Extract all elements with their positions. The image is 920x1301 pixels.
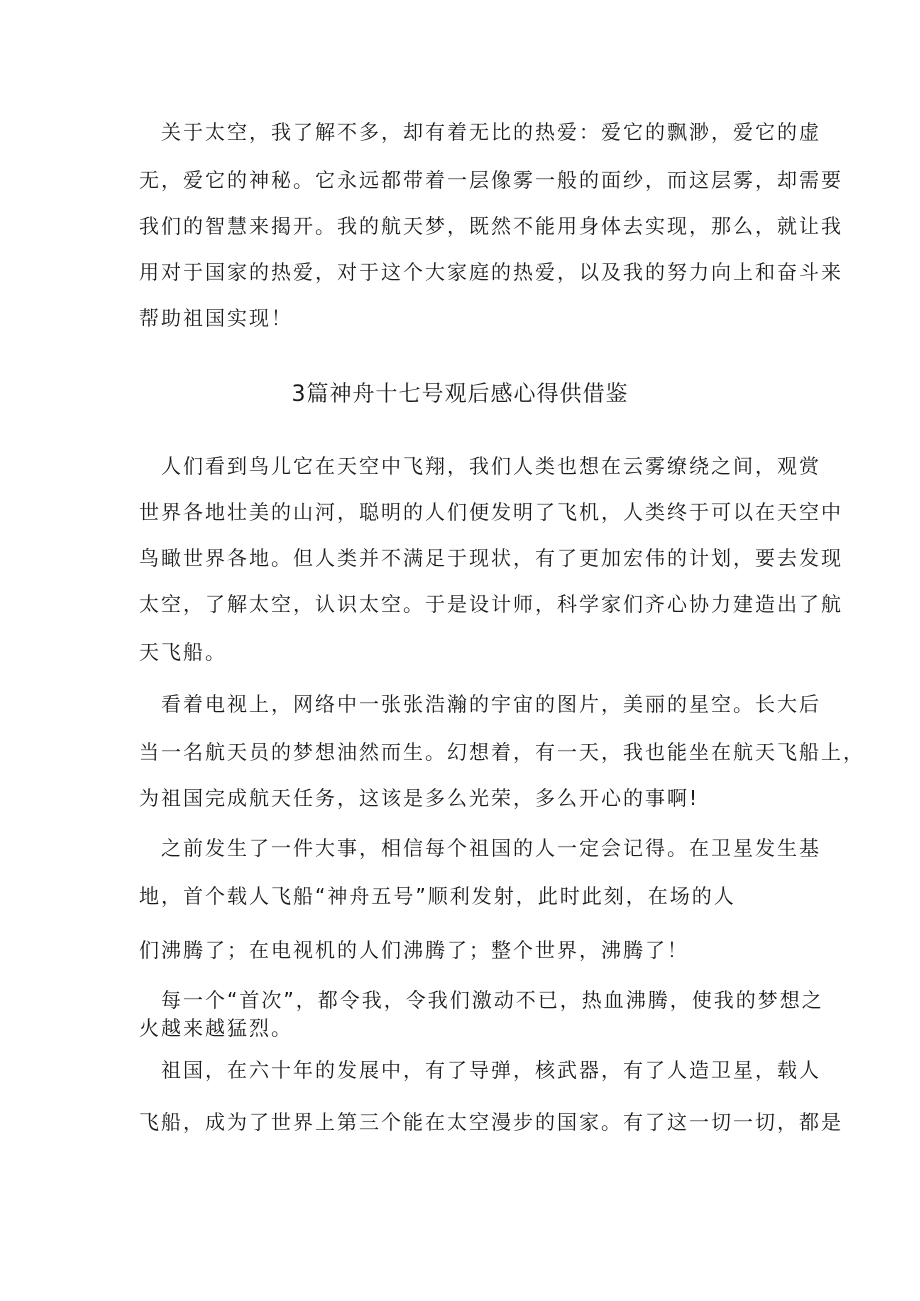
intro-line-4: 用对于国家的热爱，对于这个大家庭的热爱，以及我的努力向上和奋斗来 bbox=[139, 260, 843, 284]
intro-line-5: 帮助祖国实现！ bbox=[139, 306, 293, 330]
paragraph-1-line-2: 世界各地壮美的山河，聪明的人们便发明了飞机，人类终于可以在天空中 bbox=[139, 500, 843, 524]
paragraph-1-line-4: 太空，了解太空，认识太空。于是设计师，科学家们齐心协力建造出了航 bbox=[139, 592, 843, 616]
intro-line-3: 我们的智慧来揭开。我的航天梦，既然不能用身体去实现，那么，就让我 bbox=[139, 214, 843, 238]
paragraph-5-line-1: 祖国，在六十年的发展中，有了导弹，核武器，有了人造卫星，载人 bbox=[139, 1058, 821, 1082]
paragraph-2-line-3: 为祖国完成航天任务，这该是多么光荣，多么开心的事啊! bbox=[139, 786, 700, 810]
intro-line-2: 无，爱它的神秘。它永远都带着一层像雾一般的面纱，而这层雾，却需要 bbox=[139, 168, 843, 192]
section-title: 3篇神舟十七号观后感心得供借鉴 bbox=[291, 382, 629, 407]
paragraph-1-line-5: 天飞船。 bbox=[139, 640, 227, 664]
paragraph-3-line-1: 之前发生了一件大事，相信每个祖国的人一定会记得。在卫星发生基 bbox=[139, 836, 821, 860]
paragraph-3-line-3: 们沸腾了；在电视机的人们沸腾了；整个世界，沸腾了！ bbox=[139, 938, 689, 962]
paragraph-2-line-2: 当一名航天员的梦想油然而生。幻想着，有一天，我也能坐在航天飞船上， bbox=[139, 740, 865, 764]
paragraph-5-line-2: 飞船，成为了世界上第三个能在太空漫步的国家。有了这一切一切，都是 bbox=[139, 1110, 843, 1134]
paragraph-4-line-2: 火越来越猛烈。 bbox=[139, 1016, 293, 1040]
paragraph-2-line-1: 看着电视上，网络中一张张浩瀚的宇宙的图片，美丽的星空。长大后 bbox=[139, 692, 821, 716]
paragraph-1-line-3: 鸟瞰世界各地。但人类并不满足于现状，有了更加宏伟的计划，要去发现 bbox=[139, 546, 843, 570]
paragraph-3-line-2: 地，首个载人飞船“神舟五号”顺利发射，此时此刻，在场的人 bbox=[139, 884, 736, 908]
paragraph-4-line-1: 每一个“首次”，都令我，令我们激动不已，热血沸腾，使我的梦想之 bbox=[139, 988, 824, 1012]
intro-line-1: 关于太空，我了解不多，却有着无比的热爱：爱它的飘渺，爱它的虚 bbox=[139, 120, 821, 144]
paragraph-1-line-1: 人们看到鸟儿它在天空中飞翔，我们人类也想在云雾缭绕之间，观赏 bbox=[139, 454, 821, 478]
